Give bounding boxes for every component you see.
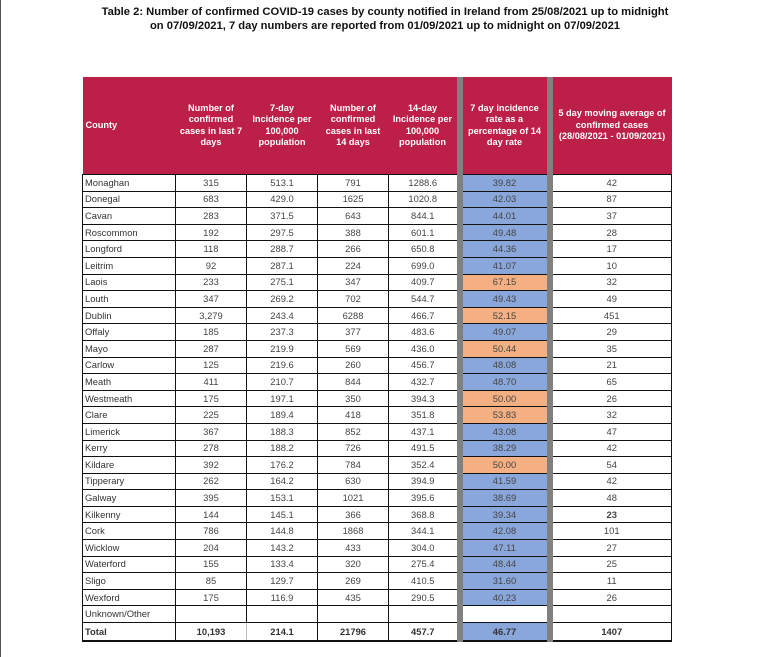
rate-ratio-cell: 38.29 bbox=[460, 440, 550, 457]
cases-14-days-cell: 266 bbox=[318, 241, 389, 258]
cases-14-days-cell: 844 bbox=[318, 374, 389, 391]
rate-ratio-cell: 41.59 bbox=[460, 473, 550, 490]
five-day-average-cell: 35 bbox=[550, 340, 672, 357]
cases-14-days-cell: 1625 bbox=[318, 191, 389, 208]
cases-7-days-cell: 367 bbox=[176, 423, 247, 440]
cases-7-days-cell: 233 bbox=[176, 274, 247, 291]
table-row bbox=[83, 556, 672, 573]
five-day-average-cell: 23 bbox=[550, 506, 672, 523]
five-day-average-cell: 11 bbox=[550, 573, 672, 590]
cases-14-days-cell: 1021 bbox=[318, 490, 389, 507]
five-day-average-cell bbox=[550, 606, 672, 623]
county-cell: Kerry bbox=[83, 440, 176, 457]
table-row bbox=[83, 324, 672, 341]
incidence-7-day-cell: 133.4 bbox=[247, 556, 318, 573]
five-day-average-cell: 87 bbox=[550, 191, 672, 208]
cases-7-days-cell: 10,193 bbox=[176, 623, 247, 642]
rate-ratio-cell: 41.07 bbox=[460, 257, 550, 274]
incidence-7-day-cell: 144.8 bbox=[247, 523, 318, 540]
incidence-14-day-cell: 457.7 bbox=[389, 623, 460, 642]
county-cell: Offaly bbox=[83, 324, 176, 341]
incidence-7-day-cell: 188.2 bbox=[247, 440, 318, 457]
five-day-average-cell: 101 bbox=[550, 523, 672, 540]
five-day-average-cell: 37 bbox=[550, 208, 672, 225]
five-day-average-cell: 1407 bbox=[550, 623, 672, 642]
table-row bbox=[83, 307, 672, 324]
rate-ratio-cell: 31.60 bbox=[460, 573, 550, 590]
cases-7-days-cell: 287 bbox=[176, 340, 247, 357]
county-cell: Meath bbox=[83, 374, 176, 391]
incidence-14-day-cell: 290.5 bbox=[389, 589, 460, 606]
incidence-7-day-cell: 275.1 bbox=[247, 274, 318, 291]
cases-7-days-cell: 683 bbox=[176, 191, 247, 208]
cases-14-days-cell: 791 bbox=[318, 175, 389, 192]
rate-ratio-cell: 53.83 bbox=[460, 407, 550, 424]
incidence-14-day-cell: 304.0 bbox=[389, 540, 460, 557]
table-row bbox=[83, 423, 672, 440]
incidence-7-day-cell: 164.2 bbox=[247, 473, 318, 490]
five-day-average-cell: 54 bbox=[550, 457, 672, 474]
cases-7-days-cell: 204 bbox=[176, 540, 247, 557]
county-cell: Leitrim bbox=[83, 257, 176, 274]
header-county: County bbox=[83, 77, 176, 175]
rate-ratio-cell: 42.03 bbox=[460, 191, 550, 208]
county-cell: Donegal bbox=[83, 191, 176, 208]
cases-7-days-cell: 155 bbox=[176, 556, 247, 573]
caption-line-2: on 07/09/2021, 7 day numbers are reported from 01/09/2021 up to midnight on 07/09/2021 bbox=[149, 20, 621, 32]
county-cell: Cork bbox=[83, 523, 176, 540]
five-day-average-cell: 25 bbox=[550, 556, 672, 573]
rate-ratio-cell: 49.43 bbox=[460, 291, 550, 308]
page-edge bbox=[0, 0, 1, 657]
cases-7-days-cell: 225 bbox=[176, 407, 247, 424]
rate-ratio-cell: 49.07 bbox=[460, 324, 550, 341]
incidence-7-day-cell: 237.3 bbox=[247, 324, 318, 341]
cases-7-days-cell: 278 bbox=[176, 440, 247, 457]
incidence-7-day-cell: 189.4 bbox=[247, 407, 318, 424]
five-day-average-cell: 49 bbox=[550, 291, 672, 308]
header-cases-7-days: Number of confirmed cases in last 7 days bbox=[176, 77, 247, 175]
cases-14-days-cell: 643 bbox=[318, 208, 389, 225]
incidence-7-day-cell: 371.5 bbox=[247, 208, 318, 225]
incidence-14-day-cell: 409.7 bbox=[389, 274, 460, 291]
cases-7-days-cell: 85 bbox=[176, 573, 247, 590]
rate-ratio-cell: 47.11 bbox=[460, 540, 550, 557]
table-row bbox=[83, 291, 672, 308]
incidence-14-day-cell: 351.8 bbox=[389, 407, 460, 424]
incidence-14-day-cell: 1020.8 bbox=[389, 191, 460, 208]
incidence-14-day-cell: 1288.6 bbox=[389, 175, 460, 192]
five-day-average-cell: 26 bbox=[550, 589, 672, 606]
table-row bbox=[83, 506, 672, 523]
five-day-average-cell: 42 bbox=[550, 175, 672, 192]
five-day-average-cell: 26 bbox=[550, 390, 672, 407]
county-cell: Wicklow bbox=[83, 540, 176, 557]
county-cell: Louth bbox=[83, 291, 176, 308]
five-day-average-cell: 42 bbox=[550, 473, 672, 490]
rate-ratio-cell: 48.08 bbox=[460, 357, 550, 374]
county-cases-table bbox=[82, 77, 671, 642]
cases-14-days-cell: 784 bbox=[318, 457, 389, 474]
cases-14-days-cell: 569 bbox=[318, 340, 389, 357]
cases-7-days-cell: 144 bbox=[176, 506, 247, 523]
incidence-7-day-cell: 219.9 bbox=[247, 340, 318, 357]
rate-ratio-cell: 48.44 bbox=[460, 556, 550, 573]
incidence-7-day-cell: 513.1 bbox=[247, 175, 318, 192]
rate-ratio-cell: 50.44 bbox=[460, 340, 550, 357]
header-cases-14-days: Number of confirmed cases in last 14 days bbox=[318, 77, 389, 175]
rate-ratio-cell: 44.01 bbox=[460, 208, 550, 225]
rate-ratio-cell: 39.34 bbox=[460, 506, 550, 523]
incidence-7-day-cell: 153.1 bbox=[247, 490, 318, 507]
incidence-14-day-cell: 844.1 bbox=[389, 208, 460, 225]
incidence-14-day-cell: 483.6 bbox=[389, 324, 460, 341]
cases-14-days-cell: 630 bbox=[318, 473, 389, 490]
county-cell: Total bbox=[83, 623, 176, 642]
incidence-7-day-cell: 145.1 bbox=[247, 506, 318, 523]
caption-line-1: Table 2: Number of confirmed COVID-19 cases by county notified in Ireland from 25/08/2021 up to midnight bbox=[101, 6, 669, 18]
header-incidence-14-day: 14-day Incidence per 100,000 population bbox=[389, 77, 460, 175]
county-cell: Unknown/Other bbox=[83, 606, 176, 623]
cases-7-days-cell: 283 bbox=[176, 208, 247, 225]
rate-ratio-cell: 50.00 bbox=[460, 390, 550, 407]
rate-ratio-cell bbox=[460, 606, 550, 623]
cases-14-days-cell: 433 bbox=[318, 540, 389, 557]
incidence-7-day-cell: 219.6 bbox=[247, 357, 318, 374]
incidence-7-day-cell: 297.5 bbox=[247, 224, 318, 241]
cases-14-days-cell: 702 bbox=[318, 291, 389, 308]
incidence-14-day-cell: 544.7 bbox=[389, 291, 460, 308]
five-day-average-cell: 28 bbox=[550, 224, 672, 241]
cases-14-days-cell: 224 bbox=[318, 257, 389, 274]
cases-14-days-cell: 366 bbox=[318, 506, 389, 523]
county-cell: Tipperary bbox=[83, 473, 176, 490]
cases-7-days-cell: 118 bbox=[176, 241, 247, 258]
county-cell: Roscommon bbox=[83, 224, 176, 241]
five-day-average-cell: 451 bbox=[550, 307, 672, 324]
incidence-7-day-cell: 197.1 bbox=[247, 390, 318, 407]
header-incidence-7-day: 7-day Incidence per 100,000 population bbox=[247, 77, 318, 175]
header-rate-ratio: 7 day incidence rate as a percentage of 14 day rate bbox=[460, 77, 550, 175]
county-cell: Sligo bbox=[83, 573, 176, 590]
incidence-14-day-cell bbox=[389, 606, 460, 623]
five-day-average-cell: 10 bbox=[550, 257, 672, 274]
incidence-7-day-cell: 214.1 bbox=[247, 623, 318, 642]
county-cell: Dublin bbox=[83, 307, 176, 324]
table-row bbox=[83, 374, 672, 391]
incidence-14-day-cell: 650.8 bbox=[389, 241, 460, 258]
cases-7-days-cell: 3,279 bbox=[176, 307, 247, 324]
cases-14-days-cell: 377 bbox=[318, 324, 389, 341]
incidence-7-day-cell: 188.3 bbox=[247, 423, 318, 440]
incidence-14-day-cell: 601.1 bbox=[389, 224, 460, 241]
incidence-14-day-cell: 432.7 bbox=[389, 374, 460, 391]
cases-7-days-cell: 92 bbox=[176, 257, 247, 274]
county-cell: Westmeath bbox=[83, 390, 176, 407]
rate-ratio-cell: 50.00 bbox=[460, 457, 550, 474]
incidence-14-day-cell: 437.1 bbox=[389, 423, 460, 440]
header-5-day-average: 5 day moving average of confirmed cases (28/08/2021 - 01/09/2021) bbox=[550, 77, 672, 175]
incidence-14-day-cell: 352.4 bbox=[389, 457, 460, 474]
cases-14-days-cell: 350 bbox=[318, 390, 389, 407]
cases-7-days-cell: 392 bbox=[176, 457, 247, 474]
five-day-average-cell: 32 bbox=[550, 274, 672, 291]
five-day-average-cell: 32 bbox=[550, 407, 672, 424]
cases-7-days-cell: 347 bbox=[176, 291, 247, 308]
county-cell: Cavan bbox=[83, 208, 176, 225]
table-row bbox=[83, 357, 672, 374]
county-cell: Clare bbox=[83, 407, 176, 424]
table-row bbox=[83, 523, 672, 540]
incidence-14-day-cell: 456.7 bbox=[389, 357, 460, 374]
table-row bbox=[83, 573, 672, 590]
rate-ratio-cell: 44.36 bbox=[460, 241, 550, 258]
incidence-7-day-cell: 143.2 bbox=[247, 540, 318, 557]
table-row bbox=[83, 340, 672, 357]
rate-ratio-cell: 39.82 bbox=[460, 175, 550, 192]
county-cell: Carlow bbox=[83, 357, 176, 374]
cases-14-days-cell: 320 bbox=[318, 556, 389, 573]
county-cell: Waterford bbox=[83, 556, 176, 573]
incidence-7-day-cell: 176.2 bbox=[247, 457, 318, 474]
incidence-7-day-cell: 210.7 bbox=[247, 374, 318, 391]
rate-ratio-cell: 52.15 bbox=[460, 307, 550, 324]
cases-14-days-cell: 1868 bbox=[318, 523, 389, 540]
county-cell: Laois bbox=[83, 274, 176, 291]
incidence-14-day-cell: 410.5 bbox=[389, 573, 460, 590]
incidence-7-day-cell: 116.9 bbox=[247, 589, 318, 606]
incidence-7-day-cell bbox=[247, 606, 318, 623]
table-row bbox=[83, 407, 672, 424]
county-cell: Monaghan bbox=[83, 175, 176, 192]
cases-7-days-cell: 395 bbox=[176, 490, 247, 507]
county-cell: Longford bbox=[83, 241, 176, 258]
incidence-7-day-cell: 269.2 bbox=[247, 291, 318, 308]
incidence-7-day-cell: 287.1 bbox=[247, 257, 318, 274]
total-row bbox=[83, 623, 672, 642]
table-row bbox=[83, 440, 672, 457]
incidence-14-day-cell: 394.3 bbox=[389, 390, 460, 407]
table-row bbox=[83, 540, 672, 557]
incidence-14-day-cell: 699.0 bbox=[389, 257, 460, 274]
cases-14-days-cell: 435 bbox=[318, 589, 389, 606]
incidence-14-day-cell: 436.0 bbox=[389, 340, 460, 357]
table-row bbox=[83, 191, 672, 208]
cases-7-days-cell: 786 bbox=[176, 523, 247, 540]
rate-ratio-cell: 49.48 bbox=[460, 224, 550, 241]
rate-ratio-cell: 38.69 bbox=[460, 490, 550, 507]
rate-ratio-cell: 48.70 bbox=[460, 374, 550, 391]
cases-14-days-cell: 269 bbox=[318, 573, 389, 590]
rate-ratio-cell: 43.08 bbox=[460, 423, 550, 440]
rate-ratio-cell: 46.77 bbox=[460, 623, 550, 642]
county-cell: Wexford bbox=[83, 589, 176, 606]
cases-7-days-cell: 192 bbox=[176, 224, 247, 241]
five-day-average-cell: 47 bbox=[550, 423, 672, 440]
header-row bbox=[83, 77, 672, 175]
rate-ratio-cell: 42.08 bbox=[460, 523, 550, 540]
five-day-average-cell: 48 bbox=[550, 490, 672, 507]
cases-14-days-cell: 418 bbox=[318, 407, 389, 424]
table-row bbox=[83, 257, 672, 274]
five-day-average-cell: 42 bbox=[550, 440, 672, 457]
five-day-average-cell: 21 bbox=[550, 357, 672, 374]
rate-ratio-cell: 40.23 bbox=[460, 589, 550, 606]
cases-7-days-cell: 125 bbox=[176, 357, 247, 374]
cases-14-days-cell: 6288 bbox=[318, 307, 389, 324]
table-row bbox=[83, 274, 672, 291]
cases-14-days-cell: 388 bbox=[318, 224, 389, 241]
cases-7-days-cell: 262 bbox=[176, 473, 247, 490]
cases-7-days-cell: 315 bbox=[176, 175, 247, 192]
table-row bbox=[83, 473, 672, 490]
incidence-7-day-cell: 243.4 bbox=[247, 307, 318, 324]
county-cell: Mayo bbox=[83, 340, 176, 357]
cases-7-days-cell: 411 bbox=[176, 374, 247, 391]
table-row bbox=[83, 390, 672, 407]
table-row bbox=[83, 175, 672, 192]
table-row bbox=[83, 241, 672, 258]
table-row bbox=[83, 208, 672, 225]
incidence-14-day-cell: 275.4 bbox=[389, 556, 460, 573]
cases-14-days-cell: 852 bbox=[318, 423, 389, 440]
incidence-14-day-cell: 395.6 bbox=[389, 490, 460, 507]
table-row bbox=[83, 606, 672, 623]
five-day-average-cell: 27 bbox=[550, 540, 672, 557]
incidence-14-day-cell: 466.7 bbox=[389, 307, 460, 324]
table-caption bbox=[40, 5, 730, 33]
cases-14-days-cell: 347 bbox=[318, 274, 389, 291]
rate-ratio-cell: 67.15 bbox=[460, 274, 550, 291]
county-cell: Kilkenny bbox=[83, 506, 176, 523]
five-day-average-cell: 29 bbox=[550, 324, 672, 341]
five-day-average-cell: 65 bbox=[550, 374, 672, 391]
incidence-7-day-cell: 429.0 bbox=[247, 191, 318, 208]
incidence-14-day-cell: 491.5 bbox=[389, 440, 460, 457]
cases-14-days-cell: 726 bbox=[318, 440, 389, 457]
incidence-7-day-cell: 129.7 bbox=[247, 573, 318, 590]
county-cell: Limerick bbox=[83, 423, 176, 440]
table-row bbox=[83, 224, 672, 241]
table-row bbox=[83, 589, 672, 606]
county-cell: Galway bbox=[83, 490, 176, 507]
county-cell: Kildare bbox=[83, 457, 176, 474]
incidence-7-day-cell: 288.7 bbox=[247, 241, 318, 258]
table-row bbox=[83, 457, 672, 474]
incidence-14-day-cell: 368.8 bbox=[389, 506, 460, 523]
table-body bbox=[83, 175, 672, 642]
incidence-14-day-cell: 394.9 bbox=[389, 473, 460, 490]
cases-7-days-cell: 185 bbox=[176, 324, 247, 341]
cases-7-days-cell bbox=[176, 606, 247, 623]
five-day-average-cell: 17 bbox=[550, 241, 672, 258]
cases-14-days-cell: 260 bbox=[318, 357, 389, 374]
cases-7-days-cell: 175 bbox=[176, 390, 247, 407]
incidence-14-day-cell: 344.1 bbox=[389, 523, 460, 540]
cases-14-days-cell bbox=[318, 606, 389, 623]
cases-7-days-cell: 175 bbox=[176, 589, 247, 606]
cases-14-days-cell: 21796 bbox=[318, 623, 389, 642]
table-row bbox=[83, 490, 672, 507]
